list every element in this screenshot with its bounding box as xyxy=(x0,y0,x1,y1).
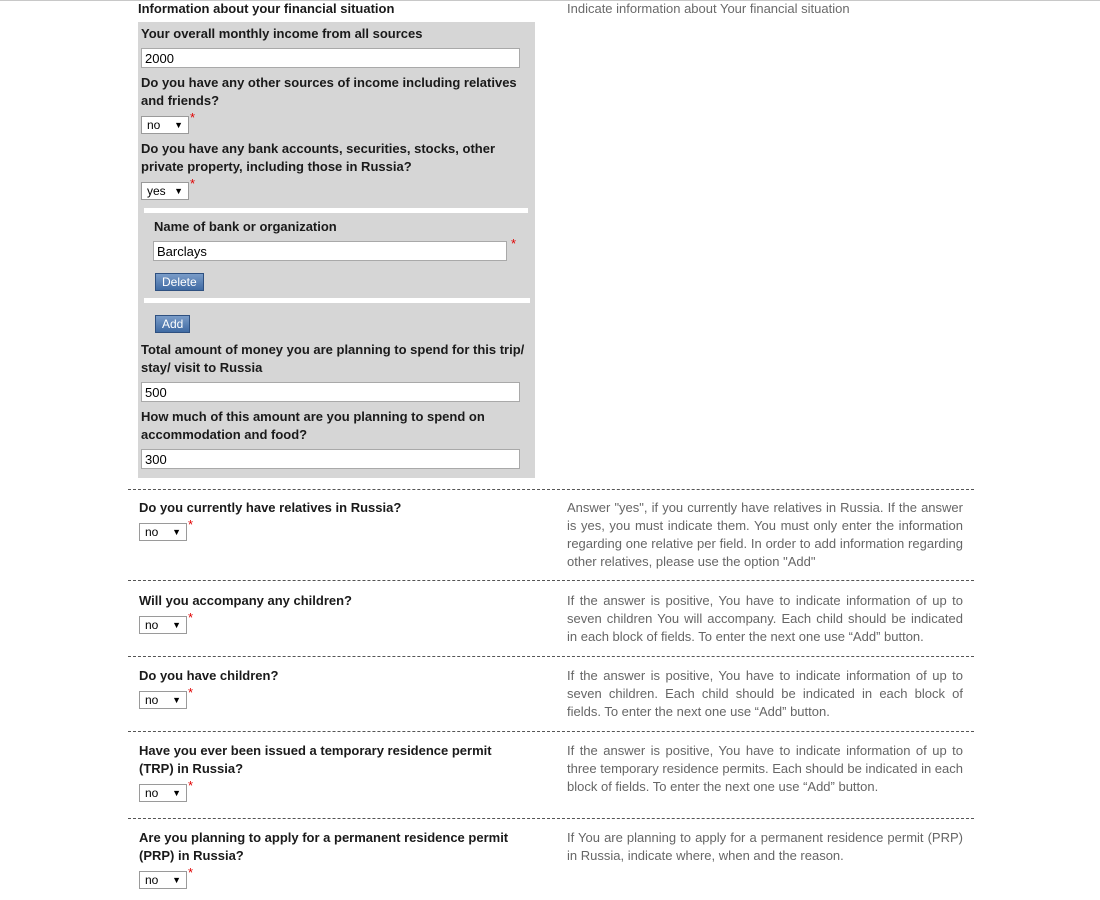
relatives-hint: Answer "yes", if you currently have relatives in Russia. If the answer is yes, you must indicate them. You must only enter the information regarding one relative per field. In order to add information regarding other relatives, please use the option "Add" xyxy=(567,500,963,569)
dropdown-arrow-icon: ▼ xyxy=(172,875,181,885)
required-asterisk-icon: * xyxy=(188,685,194,700)
trp-question-label: Have you ever been issued a temporary residence permit (TRP) in Russia? xyxy=(139,743,492,776)
have-children-value: no xyxy=(145,693,159,707)
have-children-select[interactable] xyxy=(139,691,187,709)
trp-value: no xyxy=(145,786,159,800)
accompany-children-hint: If the answer is positive, You have to indicate information of up to seven children You will accompany. Each child should be indicated in each block of fields. To enter the next one use “Add” button. xyxy=(567,593,963,644)
total-amount-label: Total amount of money you are planning to spend for this trip/ stay/ visit to Russia xyxy=(141,342,525,375)
income-input[interactable] xyxy=(141,48,520,68)
bank-block-separator-bottom xyxy=(144,298,530,303)
trp-select[interactable] xyxy=(139,784,187,802)
accompany-children-question-label: Will you accompany any children? xyxy=(139,593,352,608)
section-divider xyxy=(128,656,974,657)
trp-hint: If the answer is positive, You have to indicate information of up to three temporary residence permits. Each should be indicated in each block of fields. To enter the next one use “Add” button. xyxy=(567,743,963,794)
dropdown-arrow-icon: ▼ xyxy=(172,695,181,705)
section-divider xyxy=(128,580,974,581)
required-asterisk-icon: * xyxy=(188,778,194,793)
accounts-label: Do you have any bank accounts, securities, stocks, other private property, including those in Russia? xyxy=(141,141,496,174)
other-sources-value: no xyxy=(147,118,161,132)
section-divider xyxy=(128,818,974,819)
section-divider xyxy=(128,731,974,732)
prp-select[interactable] xyxy=(139,871,187,889)
bank-name-label: Name of bank or organization xyxy=(154,219,337,234)
required-asterisk-icon: * xyxy=(190,110,196,125)
dropdown-arrow-icon: ▼ xyxy=(172,527,181,537)
accounts-select[interactable] xyxy=(141,182,189,200)
section-divider xyxy=(128,489,974,490)
required-asterisk-icon: * xyxy=(511,236,517,251)
prp-hint: If You are planning to apply for a permanent residence permit (PRP) in Russia, indicate where, when and the reason. xyxy=(567,830,963,863)
required-asterisk-icon: * xyxy=(190,176,196,191)
financial-section-title: Information about your financial situation xyxy=(138,1,395,16)
have-children-question-label: Do you have children? xyxy=(139,668,279,683)
income-label: Your overall monthly income from all sources xyxy=(141,26,423,41)
delete-bank-button[interactable]: Delete xyxy=(155,273,204,291)
required-asterisk-icon: * xyxy=(188,865,194,880)
bank-name-input[interactable] xyxy=(153,241,507,261)
bank-block-separator-top xyxy=(144,208,528,213)
dropdown-arrow-icon: ▼ xyxy=(172,788,181,798)
relatives-question-label: Do you currently have relatives in Russia? xyxy=(139,500,402,515)
dropdown-arrow-icon: ▼ xyxy=(174,186,183,196)
add-bank-button[interactable]: Add xyxy=(155,315,190,333)
required-asterisk-icon: * xyxy=(188,517,194,532)
prp-value: no xyxy=(145,873,159,887)
accommodation-input[interactable] xyxy=(141,449,520,469)
accompany-children-value: no xyxy=(145,618,159,632)
dropdown-arrow-icon: ▼ xyxy=(174,120,183,130)
other-sources-select[interactable] xyxy=(141,116,189,134)
accounts-value: yes xyxy=(147,184,166,198)
have-children-hint: If the answer is positive, You have to indicate information of up to seven children. Each child should be indicated in each block of fields. To enter the next one use “Add” button. xyxy=(567,668,963,719)
relatives-select[interactable] xyxy=(139,523,187,541)
accommodation-label: How much of this amount are you planning to spend on accommodation and food? xyxy=(141,409,485,442)
other-sources-label: Do you have any other sources of income including relatives and friends? xyxy=(141,75,517,108)
prp-question-label: Are you planning to apply for a permanent residence permit (PRP) in Russia? xyxy=(139,830,509,863)
relatives-value: no xyxy=(145,525,159,539)
total-amount-input[interactable] xyxy=(141,382,520,402)
financial-section-hint: Indicate information about Your financial situation xyxy=(567,1,850,16)
dropdown-arrow-icon: ▼ xyxy=(172,620,181,630)
required-asterisk-icon: * xyxy=(188,610,194,625)
accompany-children-select[interactable] xyxy=(139,616,187,634)
